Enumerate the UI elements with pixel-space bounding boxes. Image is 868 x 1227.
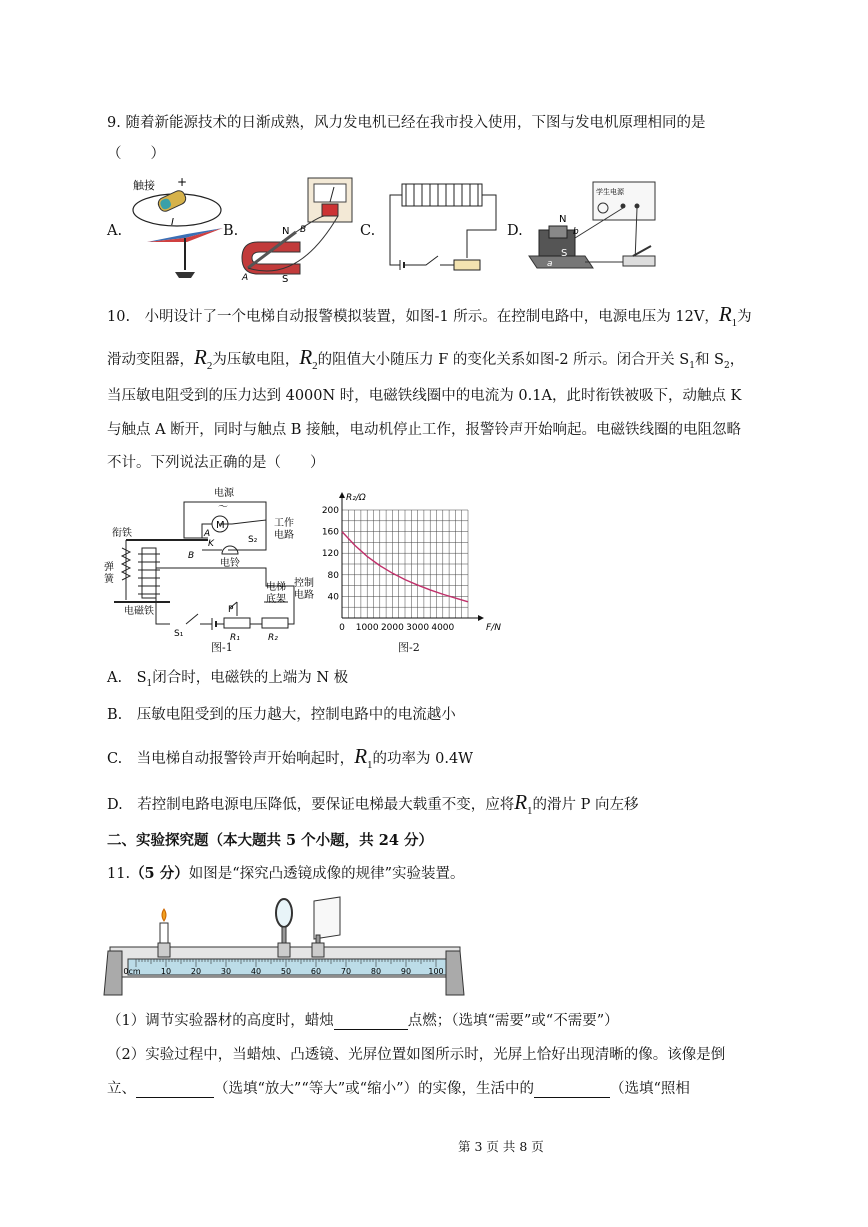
q10-line4: 与触点 A 断开，同时与触点 B 接触，电动机停止工作，报警铃声开始响起。电磁铁线圈的电阻忽略 (107, 422, 742, 438)
light-screen (314, 897, 340, 939)
svg-text:底架: 底架 (266, 594, 286, 605)
bench-scale-label: 0cm (123, 967, 141, 976)
bench-scale-label: 60 (310, 967, 322, 976)
q9-stem: 9. 随着新能源技术的日渐成熟，风力发电机已经在我市投入使用，下图与发电机原理相同的是 (107, 115, 706, 131)
page-footer: 第 3 页 共 8 页 (458, 1139, 544, 1154)
q10-option-c: C. 当电梯自动报警铃声开始响起时，$R_1$的功率为 0.4W (107, 744, 474, 772)
q9-option-c-label: C. (360, 223, 376, 239)
svg-text:电铃: 电铃 (220, 558, 240, 569)
svg-text:电梯: 电梯 (266, 582, 286, 593)
svg-text:衔铁: 衔铁 (112, 528, 132, 539)
x-tick-label: 2000 (380, 623, 404, 633)
candle-flame-icon (162, 909, 166, 921)
y-tick-label: 120 (321, 549, 339, 560)
svg-text:a: a (547, 259, 553, 269)
y-tick-label: 80 (327, 570, 339, 581)
q9-a-touch-label: 触接 (133, 179, 155, 192)
svg-text:工作: 工作 (274, 518, 294, 529)
section-2-heading: 二、实验探究题（本大题共 5 个小题，共 24 分） (107, 832, 433, 849)
q9-option-d-label: D. (507, 223, 523, 239)
bench-scale-label: 10 (160, 967, 172, 976)
svg-text:R₂: R₂ (268, 633, 278, 643)
svg-text:N: N (559, 214, 567, 225)
x-tick-label: 1000 (355, 623, 379, 633)
bench-scale-label: 70 (340, 967, 352, 976)
q10-line1: 10. 小明设计了一个电梯自动报警模拟装置，如图-1 所示。在控制电路中，电源电压为 12V，$R_1$为 (107, 302, 752, 330)
svg-text:电磁铁: 电磁铁 (124, 606, 154, 617)
q9-figure-b (238, 172, 363, 285)
svg-text:I: I (171, 217, 174, 228)
svg-text:控制: 控制 (294, 578, 314, 589)
svg-text:电路: 电路 (294, 590, 314, 601)
x-tick-label: 0 (339, 623, 345, 633)
q11-part-1: （1）调节实验器材的高度时，蜡烛 点燃；（选填“需要”或“不需要”） (107, 1013, 619, 1029)
svg-text:A: A (242, 273, 249, 283)
svg-text:簧: 簧 (104, 574, 114, 585)
q10-line2: 滑动变阻器，$R_2$为压敏电阻，$R_2$的阻值大小随压力 F 的变化关系如图-2 所示。闭合开关 $S_1$和 $S_2$， (107, 345, 745, 373)
q9-option-a-label: A. (107, 223, 123, 239)
bench-scale-label: 80 (370, 967, 382, 976)
y-tick-label: 160 (321, 527, 339, 538)
bench-scale-label: 100 (428, 967, 444, 976)
svg-text:B: B (188, 551, 195, 561)
q9-figure-a (125, 172, 225, 282)
svg-text:～: ～ (218, 502, 228, 513)
svg-text:N: N (282, 226, 290, 237)
svg-text:电路: 电路 (274, 530, 294, 541)
svg-text:S: S (561, 248, 568, 259)
x-axis-arrow (478, 615, 484, 621)
q10-option-d: D. 若控制电路电源电压降低，要保证电梯最大载重不变，应将$R_1$的滑片 P 向左移 (107, 790, 639, 818)
svg-text:电源: 电源 (214, 488, 234, 499)
y-tick-label: 40 (327, 592, 339, 603)
svg-text:R₁: R₁ (230, 633, 240, 643)
bench-scale-label: 20 (190, 967, 202, 976)
svg-text:b: b (573, 227, 579, 237)
y-axis-arrow (339, 492, 345, 498)
figure-1-caption: 图-1 (211, 641, 233, 654)
svg-text:P: P (228, 605, 234, 615)
q11-stem: 11.（5 分）如图是“探究凸透镜成像的规律”实验装置。 (107, 865, 465, 882)
q9-figure-c (388, 180, 500, 275)
bench-scale-label: 50 (280, 967, 292, 976)
q10-option-a: A. $S_1$闭合时，电磁铁的上端为 N 极 (107, 670, 349, 689)
answer-blank-1[interactable] (334, 1015, 408, 1030)
svg-text:B: B (300, 225, 307, 235)
svg-text:M: M (216, 520, 225, 531)
q11-part-2: （2）实验过程中，当蜡烛、凸透镜、光屏位置如图所示时，光屏上恰好出现清晰的像。该像是倒 (107, 1047, 726, 1063)
q9-figure-d (525, 178, 660, 276)
x-axis-label: F/N (486, 623, 501, 633)
q10-figure-2-chart (320, 490, 505, 635)
bench-scale-label: 30 (220, 967, 232, 976)
q9-option-b-label: B. (223, 223, 239, 239)
q9-answer-paren: （ ） (107, 146, 165, 162)
q10-option-b: B. 压敏电阻受到的压力越大，控制电路中的电流越小 (107, 707, 456, 723)
bench-scale-label: 90 (400, 967, 412, 976)
svg-text:+: + (177, 175, 188, 189)
svg-text:S₁: S₁ (174, 629, 184, 639)
q10-line3: 当压敏电阻受到的压力达到 4000N 时，电磁铁线圈中的电流为 0.1A，此时衔铁被吸下，动触点 K (107, 388, 742, 404)
y-axis-label: R₂/Ω (346, 493, 366, 503)
q11-part-3: 立、 （选填“放大”“等大”或“缩小”）的实像，生活中的 （选填“照相 (107, 1081, 690, 1097)
q10-figure-1-circuit (98, 484, 328, 654)
bench-scale-label: 40 (250, 967, 262, 976)
answer-blank-3[interactable] (534, 1083, 610, 1098)
x-tick-label: 4000 (431, 623, 455, 633)
svg-text:S₂: S₂ (248, 535, 258, 545)
q10-line5: 不计。下列说法正确的是（ ） (107, 455, 325, 471)
svg-text:A: A (204, 529, 211, 539)
figure-2-caption: 图-2 (398, 641, 420, 654)
answer-blank-2[interactable] (136, 1083, 214, 1098)
y-tick-label: 200 (321, 506, 339, 516)
q11-optical-bench (100, 895, 470, 1005)
student-power-label: 学生电源 (596, 188, 624, 196)
svg-text:弹: 弹 (104, 562, 114, 573)
svg-text:S: S (282, 274, 289, 285)
convex-lens (276, 899, 292, 927)
x-tick-label: 3000 (406, 623, 430, 633)
svg-text:K: K (208, 539, 214, 549)
